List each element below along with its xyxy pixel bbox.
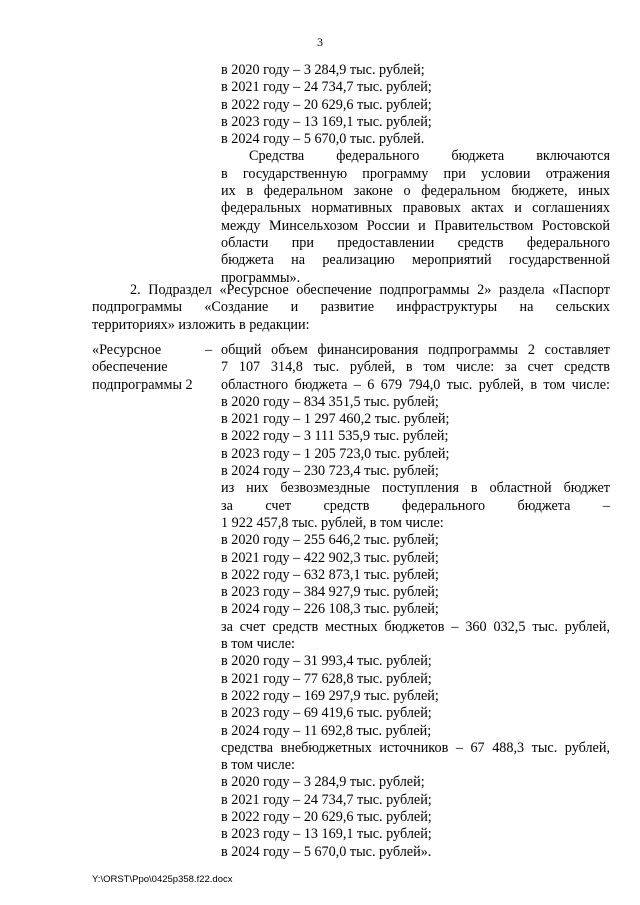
funding-line: общий объем финансирования подпрограммы 2 составляет	[221, 342, 610, 358]
year-line: в 2020 году – 3 284,9 тыс. рублей;	[221, 62, 425, 78]
label-line: обеспечение	[92, 359, 168, 376]
funding-line: в 2024 году – 226 108,3 тыс. рублей;	[221, 601, 439, 618]
label-line: подпрограммы 2	[92, 376, 193, 393]
funding-line: в 2020 году – 31 993,4 тыс. рублей;	[221, 653, 432, 670]
federal-para-line: бюджета на реализацию мероприятий государственной	[221, 252, 610, 269]
year-line: в 2024 году – 5 670,0 тыс. рублей.	[221, 131, 425, 148]
funding-line: в 2023 году – 1 205 723,0 тыс. рублей;	[221, 445, 450, 462]
funding-line: в том числе:	[221, 757, 295, 774]
item-2-line: подпрограммы «Создание и развитие инфраструктуры на сельских	[92, 299, 610, 316]
federal-para-line: между Минсельхозом России и Правительством Ростовской	[221, 217, 610, 234]
funding-line: в 2020 году – 255 646,2 тыс. рублей;	[221, 532, 439, 549]
item-2-line: территориях» изложить в редакции:	[92, 316, 310, 333]
federal-para-line: федеральных нормативных правовых актах и соглашениях	[221, 200, 610, 217]
year-line: в 2023 году – 13 169,1 тыс. рублей;	[221, 113, 432, 130]
label-dash: –	[205, 342, 213, 358]
resource-label	[92, 342, 202, 394]
funding-line: в 2021 году – 77 628,8 тыс. рублей;	[221, 670, 432, 687]
federal-para-line: их в федеральном законе о федеральном бюджете, иных	[221, 183, 610, 200]
funding-line: в 2020 году – 3 284,9 тыс. рублей;	[221, 774, 425, 791]
federal-para-line: в государственную программу при условии отражения	[221, 165, 610, 182]
funding-line: в 2024 году – 230 723,4 тыс. рублей;	[221, 463, 439, 480]
funding-line: в 2024 году – 11 692,8 тыс. рублей;	[221, 722, 432, 739]
funding-line: в 2020 году – 834 351,5 тыс. рублей;	[221, 393, 439, 410]
funding-line: в 2021 году – 1 297 460,2 тыс. рублей;	[221, 411, 450, 428]
item-2-paragraph	[92, 282, 610, 334]
funding-line: 1 922 457,8 тыс. рублей, в том числе:	[221, 514, 444, 531]
federal-para-line: программы».	[221, 269, 301, 286]
funding-line: 7 107 314,8 тыс. рублей, в том числе: за счет средств	[221, 359, 610, 376]
funding-line: в 2022 году – 20 629,6 тыс. рублей;	[221, 809, 432, 826]
funding-line: в 2023 году – 384 927,9 тыс. рублей;	[221, 584, 439, 601]
page-number: 3	[317, 35, 323, 49]
funding-line: в том числе:	[221, 636, 295, 653]
funding-line: в 2022 году – 3 111 535,9 тыс. рублей;	[221, 428, 449, 445]
top-funding-block	[221, 62, 610, 287]
year-line: в 2021 году – 24 734,7 тыс. рублей;	[221, 79, 432, 96]
file-path-footer: Y:\ORST\Ppo\0425p358.f22.docx	[92, 874, 233, 885]
federal-para-line: области при предоставлении средств федерального	[221, 234, 610, 251]
funding-line: средства внебюджетных источников – 67 488,3 тыс. рублей,	[221, 739, 610, 756]
funding-line: в 2022 году – 632 873,1 тыс. рублей;	[221, 566, 439, 583]
item-2-line: 2. Подраздел «Ресурсное обеспечение подпрограммы 2» раздела «Паспорт	[130, 282, 610, 298]
funding-line: в 2023 году – 69 419,6 тыс. рублей;	[221, 705, 432, 722]
year-line: в 2022 году – 20 629,6 тыс. рублей;	[221, 96, 432, 113]
funding-line: из них безвозмездные поступления в областной бюджет	[221, 480, 610, 497]
funding-line: за счет средств местных бюджетов – 360 032,5 тыс. рублей,	[221, 618, 610, 635]
funding-line: в 2024 году – 5 670,0 тыс. рублей».	[221, 843, 432, 860]
funding-line: в 2021 году – 24 734,7 тыс. рублей;	[221, 791, 432, 808]
funding-line: областного бюджета – 6 679 794,0 тыс. рублей, в том числе:	[221, 376, 610, 393]
funding-line: в 2021 году – 422 902,3 тыс. рублей;	[221, 549, 439, 566]
federal-para-line: Средства федерального бюджета включаются	[249, 148, 610, 165]
subprogram-2-funding	[221, 342, 610, 861]
funding-line: в 2022 году – 169 297,9 тыс. рублей;	[221, 687, 439, 704]
label-line: «Ресурсное	[92, 342, 162, 358]
funding-line: в 2023 году – 13 169,1 тыс. рублей;	[221, 826, 432, 843]
funding-line: за счет средств федерального бюджета –	[221, 497, 610, 514]
